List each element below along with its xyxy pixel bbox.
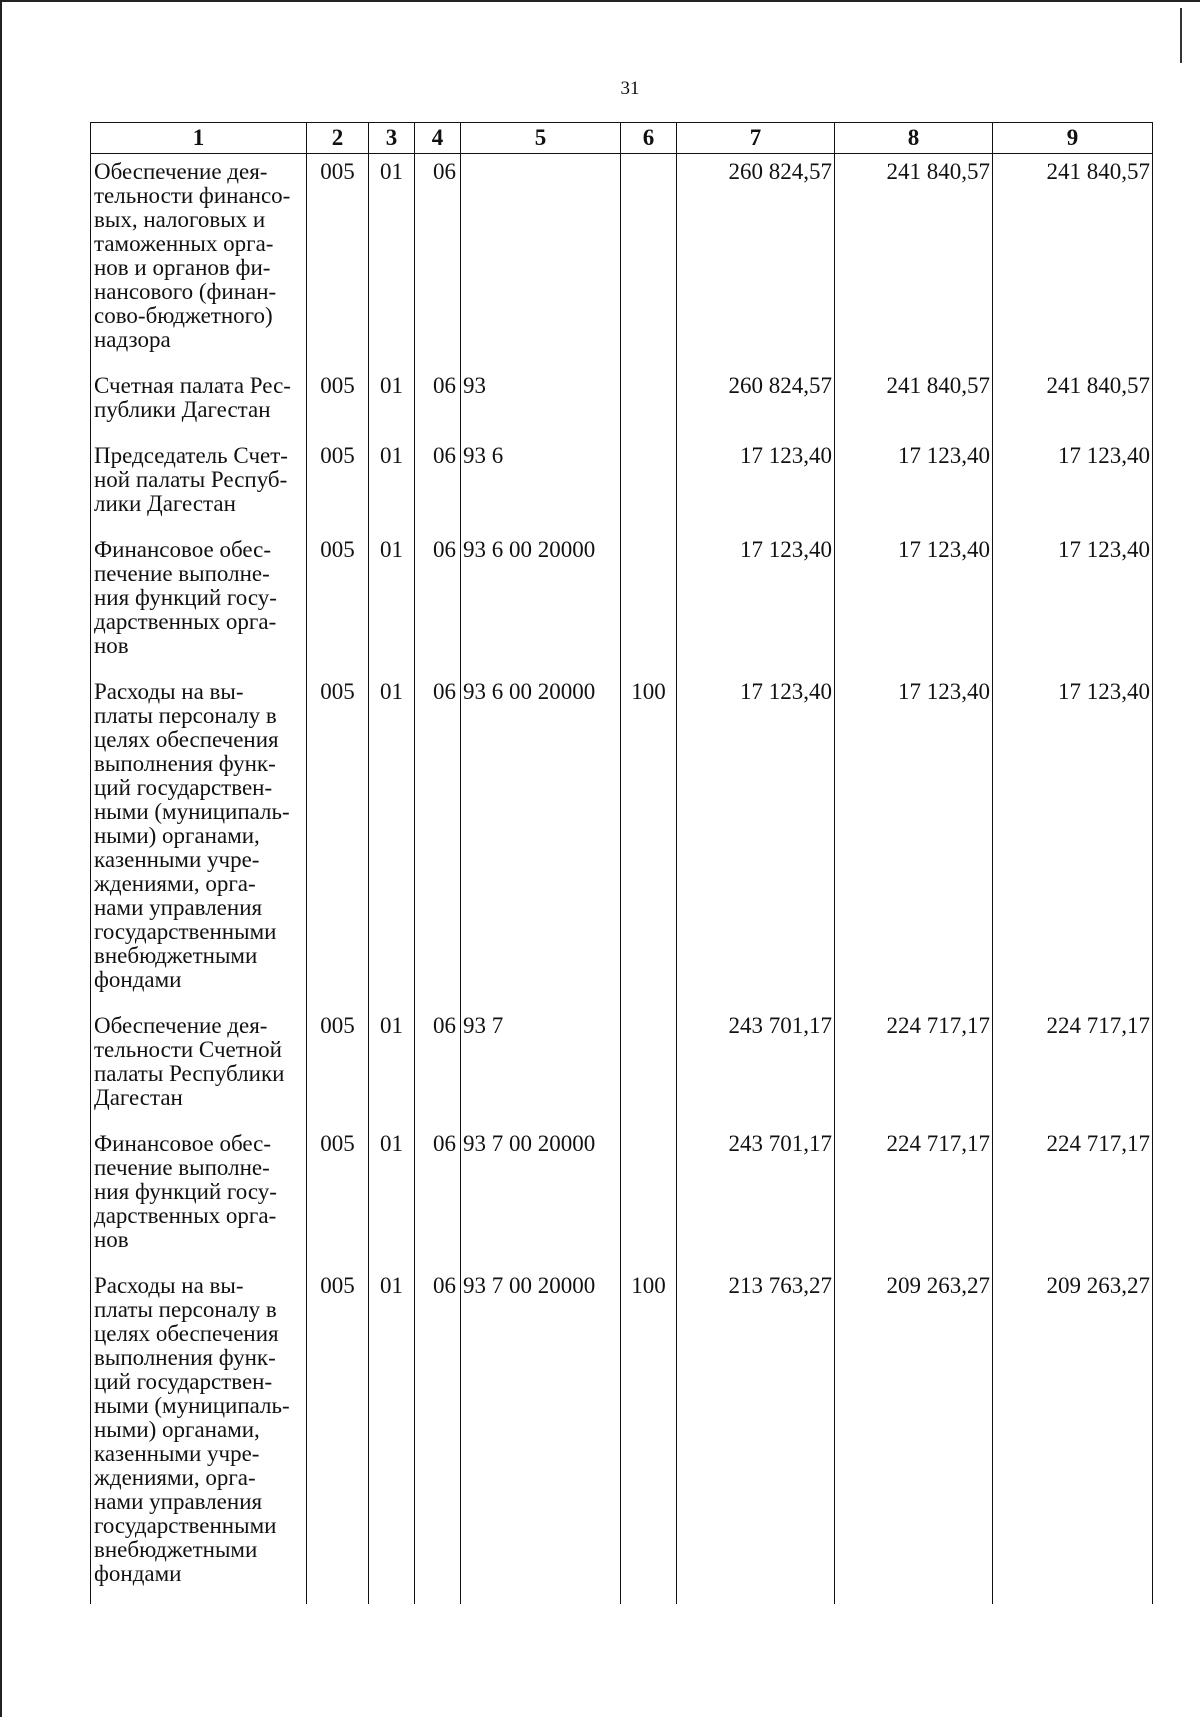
row-amount-col7: 213 763,27	[677, 1266, 835, 1604]
row-amount-col8: 241 840,57	[835, 154, 993, 367]
row-subsection-code: 06	[415, 1266, 461, 1604]
row-section-code: 01	[369, 530, 415, 672]
row-name: Финансовое обес- печение выполне- ния функций госу- дарственных орга- нов	[91, 1124, 307, 1266]
row-section-code: 01	[369, 1006, 415, 1124]
row-amount-col9: 224 717,17	[993, 1124, 1153, 1266]
header-col-5: 5	[461, 123, 621, 154]
row-amount-col8: 17 123,40	[835, 672, 993, 1006]
row-section-code: 01	[369, 672, 415, 1006]
row-amount-col8: 241 840,57	[835, 366, 993, 436]
table-row	[91, 154, 1153, 367]
row-name: Счетная палата Рес- публики Дагестан	[91, 366, 307, 436]
page-edge-top	[0, 0, 1200, 2]
page-edge-mark	[1180, 8, 1182, 63]
row-target-code: 93 6 00 20000	[461, 530, 621, 672]
header-col-2: 2	[307, 123, 369, 154]
row-ved-code: 005	[307, 530, 369, 672]
row-subsection-code: 06	[415, 366, 461, 436]
header-col-3: 3	[369, 123, 415, 154]
row-subsection-code: 06	[415, 530, 461, 672]
table-header-row	[91, 123, 1153, 154]
row-amount-col9: 241 840,57	[993, 154, 1153, 367]
table-row	[91, 530, 1153, 672]
row-section-code: 01	[369, 154, 415, 367]
budget-table-container	[90, 122, 1152, 1590]
row-target-code: 93 7 00 20000	[461, 1124, 621, 1266]
row-name: Финансовое обес- печение выполне- ния функций госу- дарственных орга- нов	[91, 530, 307, 672]
row-amount-col7: 17 123,40	[677, 672, 835, 1006]
header-col-7: 7	[677, 123, 835, 154]
row-subsection-code: 06	[415, 436, 461, 530]
table-row	[91, 1124, 1153, 1266]
row-section-code: 01	[369, 1266, 415, 1604]
table-row	[91, 1266, 1153, 1604]
row-ved-code: 005	[307, 672, 369, 1006]
header-col-1: 1	[91, 123, 307, 154]
row-expense-type	[621, 1124, 677, 1266]
row-expense-type	[621, 436, 677, 530]
row-expense-type: 100	[621, 672, 677, 1006]
row-ved-code: 005	[307, 366, 369, 436]
budget-table	[90, 122, 1153, 1604]
row-amount-col9: 209 263,27	[993, 1266, 1153, 1604]
row-amount-col7: 260 824,57	[677, 154, 835, 367]
row-amount-col8: 17 123,40	[835, 530, 993, 672]
row-subsection-code: 06	[415, 1006, 461, 1124]
row-amount-col8: 17 123,40	[835, 436, 993, 530]
row-name: Председатель Счет- ной палаты Респуб- лики Дагестан	[91, 436, 307, 530]
row-expense-type: 100	[621, 1266, 677, 1604]
row-expense-type	[621, 154, 677, 367]
row-subsection-code: 06	[415, 154, 461, 367]
header-col-6: 6	[621, 123, 677, 154]
row-name: Расходы на вы- платы персоналу в целях обеспечения выполнения функ- ций государствен- ными (муниципаль- ными) органами, казенными учре- ждениями, орга- нами управления государственными внебюджетными фондами	[91, 672, 307, 1006]
row-amount-col8: 224 717,17	[835, 1124, 993, 1266]
row-amount-col9: 17 123,40	[993, 436, 1153, 530]
table-row	[91, 1006, 1153, 1124]
table-row	[91, 436, 1153, 530]
table-row	[91, 366, 1153, 436]
row-ved-code: 005	[307, 1124, 369, 1266]
row-amount-col8: 224 717,17	[835, 1006, 993, 1124]
row-amount-col9: 17 123,40	[993, 672, 1153, 1006]
row-amount-col9: 224 717,17	[993, 1006, 1153, 1124]
row-section-code: 01	[369, 366, 415, 436]
row-target-code: 93 7	[461, 1006, 621, 1124]
row-expense-type	[621, 366, 677, 436]
row-amount-col9: 17 123,40	[993, 530, 1153, 672]
row-name: Обеспечение дея- тельности финансо- вых, налоговых и таможенных орга- нов и органов фи- нансового (финан- сово-бюджетного) надзора	[91, 154, 307, 367]
page-edge-left	[0, 0, 2, 1717]
row-amount-col7: 17 123,40	[677, 436, 835, 530]
row-amount-col7: 260 824,57	[677, 366, 835, 436]
row-ved-code: 005	[307, 436, 369, 530]
row-target-code: 93 7 00 20000	[461, 1266, 621, 1604]
row-amount-col7: 17 123,40	[677, 530, 835, 672]
page-number: 31	[620, 78, 640, 99]
row-expense-type	[621, 530, 677, 672]
row-amount-col7: 243 701,17	[677, 1124, 835, 1266]
row-target-code	[461, 154, 621, 367]
row-name: Обеспечение дея- тельности Счетной палаты Республики Дагестан	[91, 1006, 307, 1124]
row-amount-col9: 241 840,57	[993, 366, 1153, 436]
table-row	[91, 672, 1153, 1006]
row-target-code: 93	[461, 366, 621, 436]
row-amount-col7: 243 701,17	[677, 1006, 835, 1124]
header-col-8: 8	[835, 123, 993, 154]
row-subsection-code: 06	[415, 672, 461, 1006]
row-subsection-code: 06	[415, 1124, 461, 1266]
row-section-code: 01	[369, 1124, 415, 1266]
row-ved-code: 005	[307, 154, 369, 367]
row-expense-type	[621, 1006, 677, 1124]
row-name: Расходы на вы- платы персоналу в целях обеспечения выполнения функ- ций государствен- ными (муниципаль- ными) органами, казенными учре- ждениями, орга- нами управления государственными внебюджетными фондами	[91, 1266, 307, 1604]
row-target-code: 93 6 00 20000	[461, 672, 621, 1006]
row-section-code: 01	[369, 436, 415, 530]
row-ved-code: 005	[307, 1006, 369, 1124]
header-col-9: 9	[993, 123, 1153, 154]
row-target-code: 93 6	[461, 436, 621, 530]
row-amount-col8: 209 263,27	[835, 1266, 993, 1604]
row-ved-code: 005	[307, 1266, 369, 1604]
header-col-4: 4	[415, 123, 461, 154]
